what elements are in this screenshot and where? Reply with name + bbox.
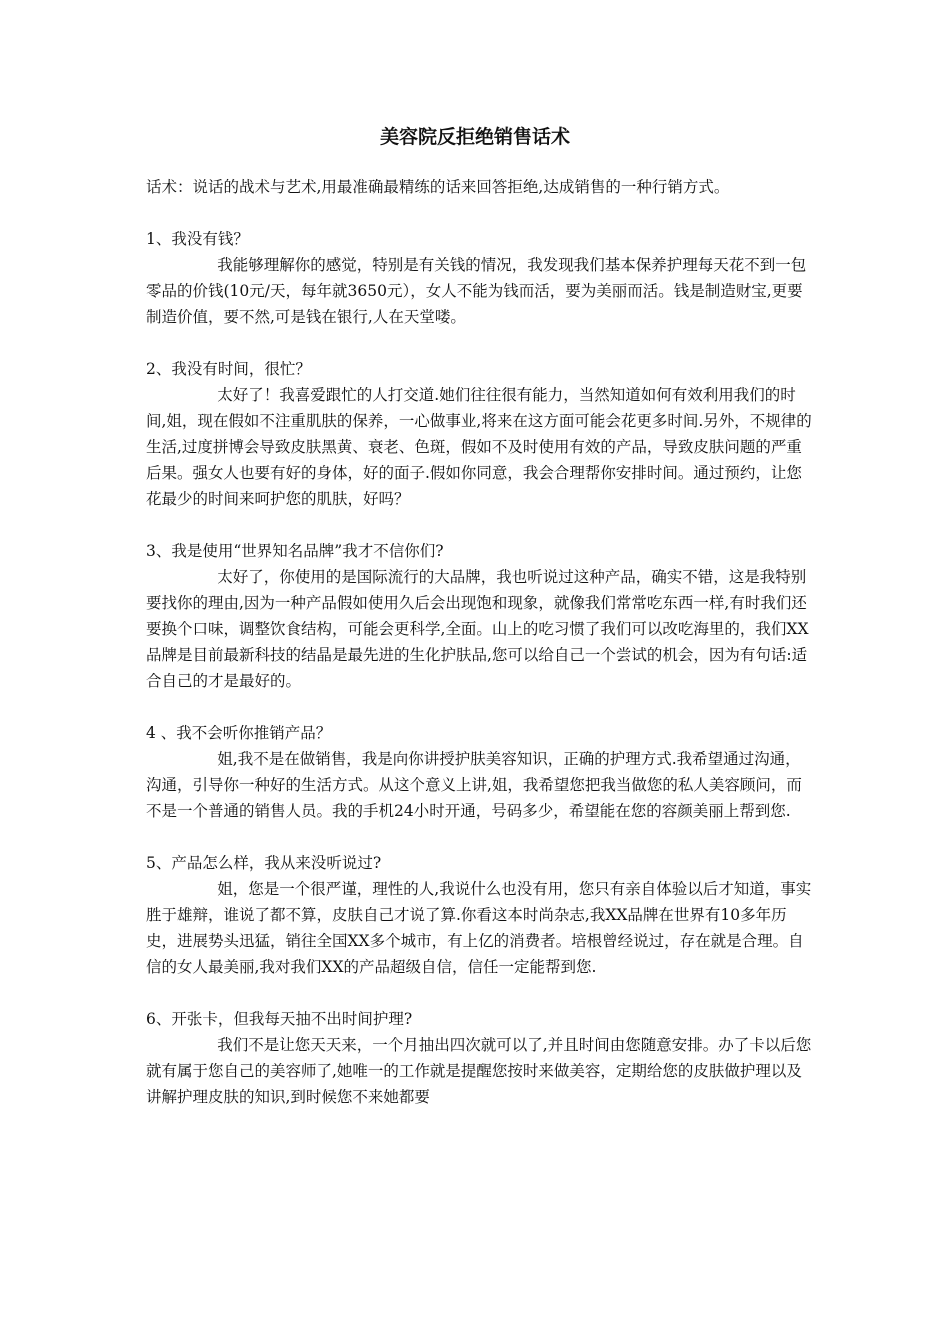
section-heading: 5、产品怎么样，我从来没听说过? xyxy=(146,854,382,872)
intro-paragraph: 话术：说话的战术与艺术,用最准确最精练的话来回答拒绝,达成销售的一种行销方式。 xyxy=(146,178,730,196)
document-body xyxy=(146,174,814,1110)
section-body: 我能够理解你的感觉，特别是有关钱的情况，我发现我们基本保养护理每天花不到一包零品的价钱(10元/天，每年就3650元），女人不能为钱而活，要为美丽而活。钱是制造财宝,更要制造价值，要不然,可是钱在银行,人在天堂喽。 xyxy=(146,256,807,326)
section-body: 太好了！我喜爱跟忙的人打交道.她们往往很有能力，当然知道如何有效利用我们的时间,姐，现在假如不注重肌肤的保养，一心做事业,将来在这方面可能会花更多时间.另外，不规律的生活,过度拼博会导致皮肤黑黄、衰老、色斑，假如不及时使用有效的产品，导致皮肤问题的严重后果。强女人也要有好的身体，好的面子.假如你同意，我会合理帮你安排时间。通过预约，让您花最少的时间来呵护您的肌肤，好吗？ xyxy=(146,386,812,508)
section-3 xyxy=(146,538,814,694)
section-6 xyxy=(146,1006,814,1110)
section-heading: 2、我没有时间，很忙？ xyxy=(146,360,311,378)
section-body: 我们不是让您天天来，一个月抽出四次就可以了,并且时间由您随意安排。办了卡以后您就有属于您自己的美容师了,她唯一的工作就是提醒您按时来做美容，定期给您的皮肤做护理以及讲解护理皮肤的知识,到时候您不来她都要 xyxy=(146,1036,812,1106)
section-heading: 1、我没有钱？ xyxy=(146,230,249,248)
section-2 xyxy=(146,356,814,512)
section-5 xyxy=(146,850,814,980)
section-heading: 4 、我不会听你推销产品？ xyxy=(146,724,332,742)
section-body: 太好了，你使用的是国际流行的大品牌，我也听说过这种产品，确实不错，这是我特别要找你的理由,因为一种产品假如使用久后会出现饱和现象，就像我们常常吃东西一样,有时我们还要换个口味，调整饮食结构，可能会更科学,全面。山上的吃习惯了我们可以改吃海里的，我们XX品牌是目前最新科技的结晶是最先进的生化护肤品,您可以给自己一个尝试的机会，因为有句话:适合自己的才是最好的。 xyxy=(146,568,809,690)
section-heading: 3、我是使用“世界知名品牌”我才不信你们? xyxy=(146,542,444,560)
section-heading: 6、开张卡，但我每天抽不出时间护理? xyxy=(146,1010,413,1028)
section-body: 姐，您是一个很严谨，理性的人,我说什么也没有用，您只有亲自体验以后才知道，事实胜于雄辩，谁说了都不算，皮肤自己才说了算.你看这本时尚杂志,我XX品牌在世界有10多年历史，进展势头迅猛，销往全国XX多个城市，有上亿的消费者。培根曾经说过，存在就是合理。自信的女人最美丽,我对我们XX的产品超级自信，信任一定能帮到您. xyxy=(146,880,812,976)
document-title: 美容院反拒绝销售话术 xyxy=(379,126,570,148)
section-body: 姐,我不是在做销售，我是向你讲授护肤美容知识，正确的护理方式.我希望通过沟通，沟通，引导你一种好的生活方式。从这个意义上讲,姐，我希望您把我当做您的私人美容顾问，而不是一个普通的销售人员。我的手机24小时开通，号码多少，希望能在您的容颜美丽上帮到您. xyxy=(146,750,802,820)
section-4 xyxy=(146,720,814,824)
section-1 xyxy=(146,226,814,330)
